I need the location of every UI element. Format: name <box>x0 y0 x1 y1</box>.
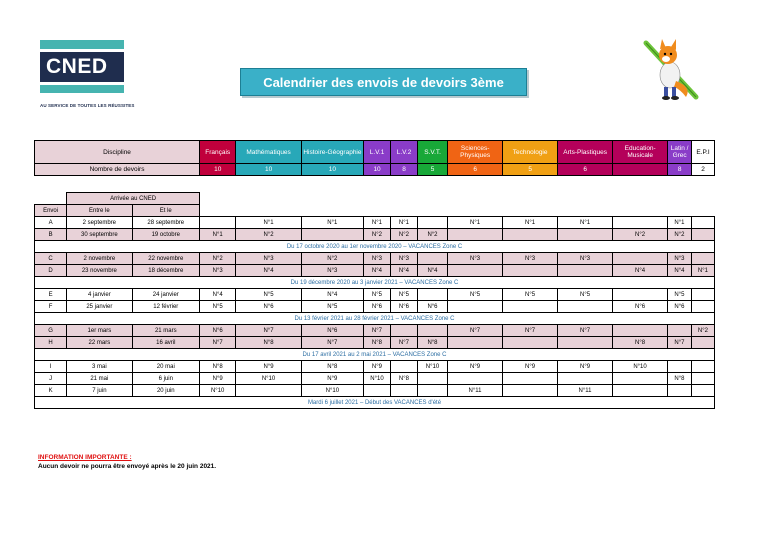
devoir-cell: N°8 <box>613 337 668 349</box>
et-cell: 22 novembre <box>132 253 199 265</box>
vacances-label: Du 19 décembre 2020 au 3 janvier 2021 – VACANCES Zone C <box>35 277 715 289</box>
devoir-cell: N°4 <box>200 289 236 301</box>
devoir-cell: N°5 <box>200 301 236 313</box>
envoi-cell: G <box>35 325 67 337</box>
subject-count: 10 <box>364 164 391 176</box>
devoir-cell: N°3 <box>236 253 301 265</box>
envoi-cell: H <box>35 337 67 349</box>
schedule-row <box>35 301 715 313</box>
devoir-cell: N°10 <box>236 373 301 385</box>
devoir-cell: N°11 <box>558 385 613 397</box>
vacances-row <box>35 349 715 361</box>
devoir-cell <box>236 385 301 397</box>
devoir-cell <box>503 265 558 277</box>
subject-header: Français <box>200 141 236 164</box>
devoir-cell: N°4 <box>417 265 447 277</box>
schedule-header-row-2 <box>35 205 715 217</box>
devoir-cell: N°7 <box>668 337 692 349</box>
subject-count: 2 <box>692 164 715 176</box>
devoir-cell <box>558 337 613 349</box>
devoir-cell <box>417 373 447 385</box>
important-info <box>38 453 216 471</box>
devoir-cell: N°9 <box>301 373 363 385</box>
devoir-cell <box>363 385 390 397</box>
subject-count: 6 <box>448 164 503 176</box>
schedule-row <box>35 229 715 241</box>
devoir-cell <box>448 337 503 349</box>
devoir-cell: N°10 <box>363 373 390 385</box>
schedule-row <box>35 385 715 397</box>
devoir-cell: N°6 <box>390 301 417 313</box>
schedule-row <box>35 289 715 301</box>
devoir-cell: N°1 <box>390 217 417 229</box>
schedule-table <box>34 192 715 409</box>
devoir-cell: N°1 <box>503 217 558 229</box>
devoir-cell: N°6 <box>301 325 363 337</box>
schedule-row <box>35 373 715 385</box>
entre-cell: 2 septembre <box>67 217 132 229</box>
subject-count: 5 <box>503 164 558 176</box>
devoir-cell <box>691 229 714 241</box>
subject-count-row <box>35 164 715 176</box>
envoi-cell: J <box>35 373 67 385</box>
nb-devoirs-label: Nombre de devoirs <box>35 164 200 176</box>
devoir-cell: N°7 <box>390 337 417 349</box>
devoir-cell: N°9 <box>558 361 613 373</box>
subject-header: Latin / Grec <box>668 141 692 164</box>
devoir-cell: N°6 <box>613 301 668 313</box>
fox-mascot-illustration <box>640 35 704 103</box>
devoir-cell <box>668 385 692 397</box>
subject-header: Sciences-Physiques <box>448 141 503 164</box>
devoir-cell: N°6 <box>363 301 390 313</box>
devoir-cell: N°2 <box>417 229 447 241</box>
devoir-cell: N°10 <box>200 385 236 397</box>
devoir-cell: N°6 <box>200 325 236 337</box>
devoir-cell: N°10 <box>301 385 363 397</box>
et-cell: 28 septembre <box>132 217 199 229</box>
devoir-cell: N°5 <box>390 289 417 301</box>
devoir-cell: N°4 <box>363 265 390 277</box>
subject-count: 8 <box>668 164 692 176</box>
devoir-cell: N°8 <box>668 373 692 385</box>
devoir-cell <box>417 325 447 337</box>
vacances-label: Mardi 6 juillet 2021 – Début des VACANCES d'été <box>35 397 715 409</box>
devoir-cell <box>691 385 714 397</box>
devoir-cell: N°5 <box>558 289 613 301</box>
devoir-cell: N°3 <box>668 253 692 265</box>
devoir-cell <box>448 229 503 241</box>
devoir-cell: N°1 <box>301 217 363 229</box>
schedule-row <box>35 253 715 265</box>
discipline-table <box>34 140 715 176</box>
devoir-cell: N°3 <box>363 253 390 265</box>
devoir-cell: N°8 <box>200 361 236 373</box>
subject-header: Education-Musicale <box>613 141 668 164</box>
subject-count <box>613 164 668 176</box>
devoir-cell: N°8 <box>417 337 447 349</box>
devoir-cell: N°10 <box>417 361 447 373</box>
devoir-cell: N°7 <box>448 325 503 337</box>
devoir-cell: N°8 <box>363 337 390 349</box>
subject-header: Arts-Plastiques <box>558 141 613 164</box>
devoir-cell: N°2 <box>236 229 301 241</box>
devoir-cell: N°1 <box>200 229 236 241</box>
devoir-cell <box>691 253 714 265</box>
logo-bar-bottom <box>40 85 124 93</box>
entre-cell: 21 mai <box>67 373 132 385</box>
logo-mark <box>40 52 124 82</box>
devoir-cell: N°2 <box>691 325 714 337</box>
subject-header: L.V.1 <box>364 141 391 164</box>
entre-cell: 22 mars <box>67 337 132 349</box>
et-cell: 12 février <box>132 301 199 313</box>
entre-cell: 4 janvier <box>67 289 132 301</box>
devoir-cell <box>668 361 692 373</box>
entre-cell: 7 juin <box>67 385 132 397</box>
devoir-cell <box>613 217 668 229</box>
subject-header: E.P.I <box>692 141 715 164</box>
devoir-cell: N°5 <box>668 289 692 301</box>
et-cell: 24 janvier <box>132 289 199 301</box>
devoir-cell <box>417 253 447 265</box>
entre-cell: 23 novembre <box>67 265 132 277</box>
devoir-cell <box>503 385 558 397</box>
devoir-cell: N°7 <box>301 337 363 349</box>
devoir-cell: N°9 <box>236 361 301 373</box>
schedule-row <box>35 265 715 277</box>
devoir-cell <box>390 325 417 337</box>
devoir-cell <box>390 385 417 397</box>
et-cell: 16 avril <box>132 337 199 349</box>
schedule-row <box>35 361 715 373</box>
entre-cell: 2 novembre <box>67 253 132 265</box>
entre-header: Entre le <box>67 205 132 217</box>
devoir-cell: N°1 <box>448 217 503 229</box>
envoi-cell: C <box>35 253 67 265</box>
et-cell: 6 juin <box>132 373 199 385</box>
vacances-label: Du 17 octobre 2020 au 1er novembre 2020 – VACANCES Zone C <box>35 241 715 253</box>
devoir-cell <box>613 253 668 265</box>
devoir-cell: N°5 <box>363 289 390 301</box>
et-header: Et le <box>132 205 199 217</box>
devoir-cell: N°8 <box>301 361 363 373</box>
devoir-cell: N°2 <box>200 253 236 265</box>
devoir-cell: N°1 <box>236 217 301 229</box>
devoir-cell: N°4 <box>390 265 417 277</box>
envoi-cell: K <box>35 385 67 397</box>
devoir-cell: N°2 <box>613 229 668 241</box>
vacances-label: Du 13 février 2021 au 28 février 2021 – VACANCES Zone C <box>35 313 715 325</box>
devoir-cell: N°8 <box>390 373 417 385</box>
entre-cell: 3 mai <box>67 361 132 373</box>
devoir-cell: N°3 <box>390 253 417 265</box>
devoir-cell <box>691 361 714 373</box>
devoir-cell: N°4 <box>668 265 692 277</box>
devoir-cell <box>301 229 363 241</box>
devoir-cell: N°3 <box>448 253 503 265</box>
devoir-cell <box>503 337 558 349</box>
schedule-row <box>35 325 715 337</box>
entre-cell: 30 septembre <box>67 229 132 241</box>
devoir-cell: N°5 <box>301 301 363 313</box>
devoir-cell: N°9 <box>503 361 558 373</box>
devoir-cell: N°7 <box>363 325 390 337</box>
envoi-cell: B <box>35 229 67 241</box>
subject-count: 10 <box>301 164 363 176</box>
devoir-cell <box>691 373 714 385</box>
discipline-label: Discipline <box>35 141 200 164</box>
devoir-cell: N°5 <box>448 289 503 301</box>
envoi-cell: I <box>35 361 67 373</box>
info-heading: INFORMATION IMPORTANTE : <box>38 454 132 461</box>
devoir-cell: N°1 <box>363 217 390 229</box>
devoir-cell: N°1 <box>668 217 692 229</box>
vacances-row <box>35 313 715 325</box>
page-title: Calendrier des envois de devoirs 3ème <box>263 74 504 90</box>
subject-header: L.V.2 <box>391 141 418 164</box>
devoir-cell <box>558 265 613 277</box>
envoi-cell: A <box>35 217 67 229</box>
entre-cell: 25 janvier <box>67 301 132 313</box>
devoir-cell: N°3 <box>558 253 613 265</box>
vacances-label: Du 17 avril 2021 au 2 mai 2021 – VACANCES Zone C <box>35 349 715 361</box>
schedule-row <box>35 337 715 349</box>
arrivee-header: Arrivée au CNED <box>67 193 200 205</box>
subject-header: Technologie <box>503 141 558 164</box>
et-cell: 20 mai <box>132 361 199 373</box>
envoi-cell: E <box>35 289 67 301</box>
devoir-cell <box>691 289 714 301</box>
devoir-cell: N°2 <box>668 229 692 241</box>
info-text: Aucun devoir ne pourra être envoyé après le 20 juin 2021. <box>38 463 217 470</box>
devoir-cell: N°5 <box>503 289 558 301</box>
devoir-cell <box>558 373 613 385</box>
devoir-cell: N°4 <box>236 265 301 277</box>
subject-count: 8 <box>391 164 418 176</box>
devoir-cell <box>448 301 503 313</box>
devoir-cell: N°3 <box>301 265 363 277</box>
entre-cell: 1er mars <box>67 325 132 337</box>
devoir-cell: N°2 <box>301 253 363 265</box>
devoir-cell <box>448 373 503 385</box>
devoir-cell: N°3 <box>200 265 236 277</box>
et-cell: 21 mars <box>132 325 199 337</box>
devoir-cell <box>390 361 417 373</box>
subject-count: 6 <box>558 164 613 176</box>
devoir-cell <box>668 325 692 337</box>
vacances-row <box>35 397 715 409</box>
subject-header: Mathématiques <box>236 141 301 164</box>
logo-tagline: AU SERVICE DE TOUTES LES RÉUSSITES <box>40 103 135 108</box>
devoir-cell <box>691 337 714 349</box>
devoir-cell: N°10 <box>613 361 668 373</box>
et-cell: 19 octobre <box>132 229 199 241</box>
devoir-cell <box>503 229 558 241</box>
devoir-cell: N°9 <box>448 361 503 373</box>
devoir-cell <box>503 373 558 385</box>
subject-header: Histoire-Géographie <box>301 141 363 164</box>
devoir-cell: N°4 <box>301 289 363 301</box>
title-banner <box>240 68 527 96</box>
devoir-cell <box>503 301 558 313</box>
devoir-cell: N°2 <box>363 229 390 241</box>
devoir-cell: N°6 <box>668 301 692 313</box>
devoir-cell <box>558 301 613 313</box>
schedule-row <box>35 217 715 229</box>
logo-name: CNED <box>46 55 108 78</box>
vacances-row <box>35 277 715 289</box>
devoir-cell: N°4 <box>613 265 668 277</box>
devoir-cell: N°1 <box>691 265 714 277</box>
devoir-cell: N°6 <box>417 301 447 313</box>
devoir-cell: N°5 <box>236 289 301 301</box>
devoir-cell <box>448 265 503 277</box>
devoir-cell <box>613 289 668 301</box>
subject-count: 10 <box>236 164 301 176</box>
subject-count: 10 <box>200 164 236 176</box>
devoir-cell <box>417 217 447 229</box>
devoir-cell: N°11 <box>448 385 503 397</box>
devoir-cell <box>613 373 668 385</box>
devoir-cell <box>613 325 668 337</box>
subject-name-row <box>35 141 715 164</box>
devoir-cell <box>417 289 447 301</box>
schedule-header-row-1 <box>35 193 715 205</box>
devoir-cell <box>200 217 236 229</box>
envoi-header: Envoi <box>35 205 67 217</box>
devoir-cell: N°9 <box>200 373 236 385</box>
devoir-cell: N°3 <box>503 253 558 265</box>
envoi-cell: F <box>35 301 67 313</box>
devoir-cell <box>417 385 447 397</box>
subject-header: S.V.T. <box>418 141 448 164</box>
devoir-cell <box>558 229 613 241</box>
devoir-cell: N°7 <box>503 325 558 337</box>
envoi-cell: D <box>35 265 67 277</box>
logo-bar-top <box>40 40 124 49</box>
devoir-cell: N°7 <box>236 325 301 337</box>
devoir-cell: N°7 <box>200 337 236 349</box>
devoir-cell <box>691 217 714 229</box>
et-cell: 18 décembre <box>132 265 199 277</box>
devoir-cell <box>613 385 668 397</box>
subject-count: 5 <box>418 164 448 176</box>
devoir-cell: N°1 <box>558 217 613 229</box>
vacances-row <box>35 241 715 253</box>
devoir-cell: N°7 <box>558 325 613 337</box>
et-cell: 20 juin <box>132 385 199 397</box>
devoir-cell: N°9 <box>363 361 390 373</box>
devoir-cell: N°6 <box>236 301 301 313</box>
devoir-cell <box>691 301 714 313</box>
devoir-cell: N°2 <box>390 229 417 241</box>
devoir-cell: N°8 <box>236 337 301 349</box>
